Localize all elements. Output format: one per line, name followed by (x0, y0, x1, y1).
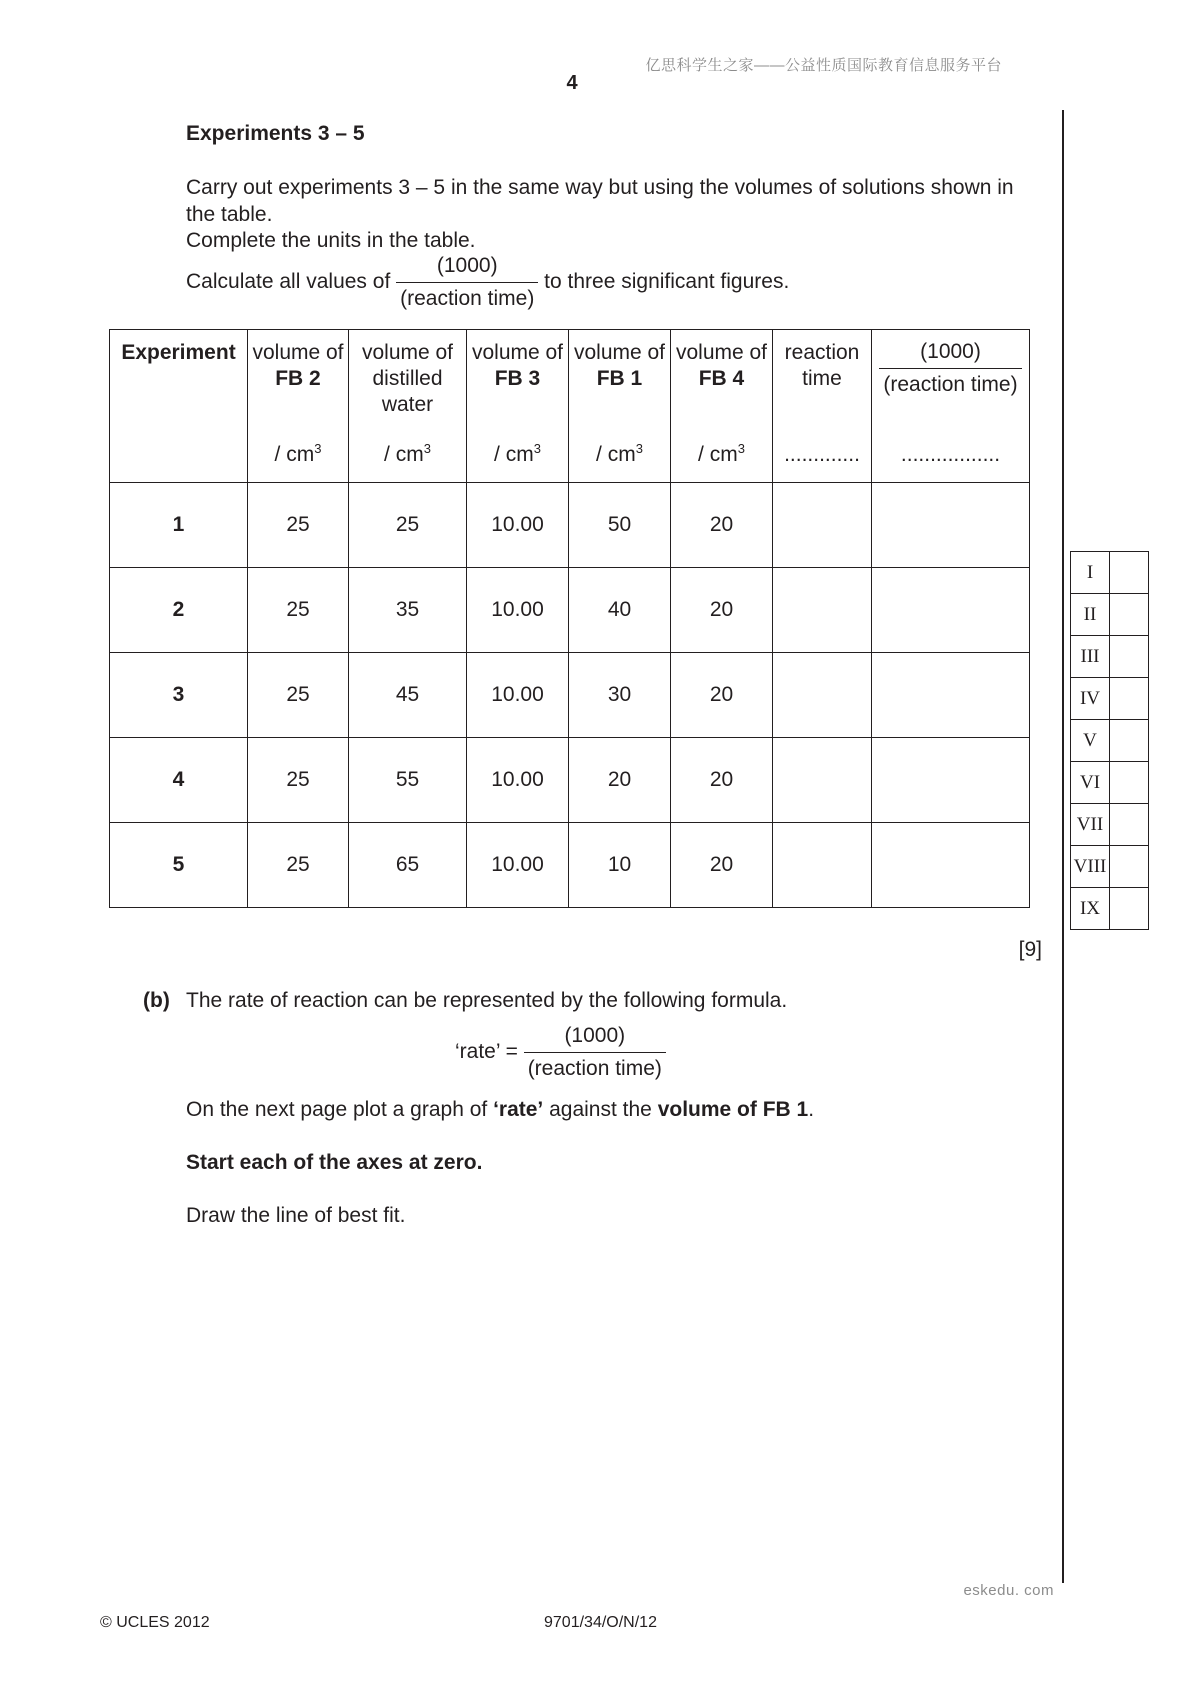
header-unit-blank: ............. (784, 443, 860, 466)
instruction-line-3-prefix: Calculate all values of (186, 270, 391, 294)
table-row (110, 823, 1030, 908)
formula-lhs: ‘rate’ = (455, 1040, 518, 1064)
header-experiment (110, 330, 248, 483)
formula-numerator: (1000) (564, 1024, 626, 1047)
cell-fb1: 20 (569, 738, 671, 823)
mark-label: V (1071, 720, 1110, 762)
cell-experiment: 5 (110, 823, 248, 908)
mark-label: IX (1071, 888, 1110, 930)
mark-box (1110, 804, 1149, 846)
cell-water: 55 (349, 738, 467, 823)
marks-row (1071, 552, 1149, 594)
cell-reaction-time[interactable] (773, 653, 872, 738)
cell-reaction-time[interactable] (773, 483, 872, 568)
marks-row (1071, 762, 1149, 804)
axes-instruction: Start each of the axes at zero. (186, 1151, 483, 1174)
cell-water: 25 (349, 483, 467, 568)
mark-label: III (1071, 636, 1110, 678)
cell-experiment: 2 (110, 568, 248, 653)
marks-row (1071, 720, 1149, 762)
cell-water: 45 (349, 653, 467, 738)
header-reaction-time (773, 330, 872, 483)
header-title: volume of distilled water (361, 341, 454, 416)
cell-fb3: 10.00 (467, 653, 569, 738)
instruction-line-3-suffix: to three significant figures. (544, 270, 790, 294)
header-unit: / $cm^3$ (494, 441, 541, 466)
cell-fb2: 25 (248, 653, 349, 738)
cell-fb3: 10.00 (467, 568, 569, 653)
header-unit-blank: ................. (900, 443, 1001, 466)
cell-fb1: 10 (569, 823, 671, 908)
header-water (349, 330, 467, 483)
cell-reaction-time[interactable] (773, 568, 872, 653)
cell-fb4: 20 (671, 738, 773, 823)
mark-box (1110, 846, 1149, 888)
marks-row (1071, 678, 1149, 720)
formula-fraction (524, 1024, 666, 1081)
cell-experiment: 1 (110, 483, 248, 568)
header-rate (872, 330, 1030, 483)
cell-fb1: 30 (569, 653, 671, 738)
header-unit: / $cm^3$ (698, 441, 745, 466)
cell-reaction-time[interactable] (773, 823, 872, 908)
cell-fb2: 25 (248, 823, 349, 908)
mark-box (1110, 720, 1149, 762)
section-heading: Experiments 3 – 5 (186, 122, 365, 145)
cell-rate[interactable] (872, 738, 1030, 823)
header-title: Experiment (121, 341, 236, 364)
cell-water: 65 (349, 823, 467, 908)
header-fb4 (671, 330, 773, 483)
cell-fb4: 20 (671, 483, 773, 568)
header-unit: / $cm^3$ (274, 441, 322, 466)
cell-rate[interactable] (872, 653, 1030, 738)
mark-label: II (1071, 594, 1110, 636)
part-b-label: (b) (143, 989, 170, 1012)
cell-rate[interactable] (872, 568, 1030, 653)
instruction-line-1: Carry out experiments 3 – 5 in the same way but using the volumes of solutions shown in the table. (186, 176, 1014, 226)
table-row (110, 483, 1030, 568)
cell-rate[interactable] (872, 483, 1030, 568)
marks-row (1071, 636, 1149, 678)
cell-fb2: 25 (248, 483, 349, 568)
cell-fb1: 50 (569, 483, 671, 568)
header-title: volume of FB 3 (471, 341, 564, 390)
formula-denominator: (reaction time) (524, 1052, 666, 1081)
table-row (110, 653, 1030, 738)
mark-label: IV (1071, 678, 1110, 720)
results-table (109, 329, 1030, 908)
mark-label: VIII (1071, 846, 1110, 888)
mark-box (1110, 678, 1149, 720)
table-row (110, 738, 1030, 823)
marks-row (1071, 846, 1149, 888)
header-unit: / $cm^3$ (596, 441, 643, 466)
page-number: 4 (566, 72, 578, 94)
header-rate-fraction (879, 340, 1021, 397)
mark-label: I (1071, 552, 1110, 594)
header-fb2 (248, 330, 349, 483)
cell-fb4: 20 (671, 653, 773, 738)
cell-fb2: 25 (248, 568, 349, 653)
instruction-line-2: Complete the units in the table. (186, 229, 476, 252)
table-row (110, 568, 1030, 653)
cell-water: 35 (349, 568, 467, 653)
header-fb3 (467, 330, 569, 483)
mark-total: [9] (1018, 938, 1042, 961)
instruction-line-3 (186, 254, 1046, 311)
cell-fb3: 10.00 (467, 483, 569, 568)
margin-line (1062, 110, 1064, 1583)
marks-row (1071, 888, 1149, 930)
mark-box (1110, 762, 1149, 804)
watermark-top: 亿思科学生之家——公益性质国际教育信息服务平台 (645, 57, 1002, 74)
table-header-row (110, 330, 1030, 483)
header-title: reaction time (784, 341, 860, 390)
cell-fb2: 25 (248, 738, 349, 823)
fraction-numerator: (1000) (436, 254, 498, 277)
header-unit: / $cm^3$ (384, 441, 431, 466)
marks-row (1071, 594, 1149, 636)
header-title: volume of FB 4 (675, 341, 768, 390)
mark-label: VII (1071, 804, 1110, 846)
header-title: volume of FB 1 (573, 341, 666, 390)
cell-rate[interactable] (872, 823, 1030, 908)
fraction-denominator: (reaction time) (396, 282, 538, 311)
mark-box (1110, 552, 1149, 594)
plot-instruction: On the next page plot a graph of ‘rate’ against the volume of FB 1. (186, 1098, 815, 1121)
mark-label: VI (1071, 762, 1110, 804)
instruction-fraction (396, 254, 538, 311)
cell-fb3: 10.00 (467, 738, 569, 823)
footer-code: 9701/34/O/N/12 (544, 1614, 657, 1631)
header-fb1 (569, 330, 671, 483)
cell-fb4: 20 (671, 823, 773, 908)
cell-experiment: 3 (110, 653, 248, 738)
cell-fb3: 10.00 (467, 823, 569, 908)
footer-watermark: eskedu. com (963, 1582, 1054, 1599)
cell-reaction-time[interactable] (773, 738, 872, 823)
rate-formula (455, 1024, 666, 1081)
best-fit-instruction: Draw the line of best fit. (186, 1204, 406, 1227)
part-b-intro: The rate of reaction can be represented by the following formula. (186, 989, 788, 1012)
cell-experiment: 4 (110, 738, 248, 823)
mark-box (1110, 594, 1149, 636)
marks-row (1071, 804, 1149, 846)
mark-box (1110, 636, 1149, 678)
footer-copyright: © UCLES 2012 (100, 1614, 210, 1631)
cell-fb1: 40 (569, 568, 671, 653)
marks-grid (1070, 551, 1149, 930)
header-title: volume of FB 2 (252, 341, 344, 390)
header-rate-numerator: (1000) (920, 340, 981, 363)
cell-fb4: 20 (671, 568, 773, 653)
mark-box (1110, 888, 1149, 930)
header-rate-denominator: (reaction time) (879, 368, 1021, 397)
